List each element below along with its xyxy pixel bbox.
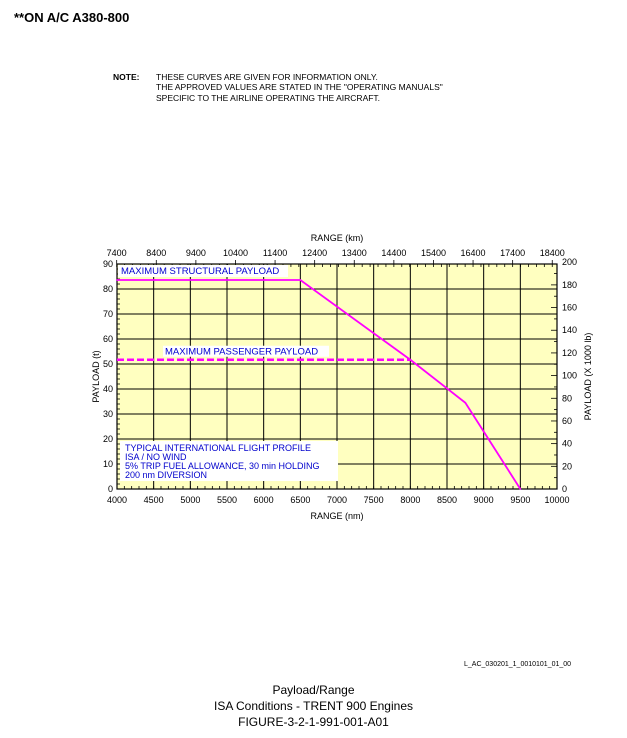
top-tick-label: 7400 [106, 248, 127, 258]
top-tick-label: 8400 [146, 248, 167, 258]
top-tick-label: 10400 [222, 248, 248, 258]
x-tick-label: 5000 [180, 495, 201, 505]
right-tick-label: 0 [562, 484, 568, 494]
data-point [300, 279, 302, 281]
y-tick-label: 80 [102, 284, 113, 294]
right-tick-label: 80 [562, 393, 573, 404]
right-tick-label: 20 [562, 461, 573, 472]
top-tick-label: 11400 [262, 248, 288, 258]
right-tick-label: 120 [562, 347, 578, 358]
page-header-title: **ON A/C A380-800 [14, 10, 130, 25]
x-tick-label: 6000 [253, 495, 274, 505]
top-tick-label: 12400 [302, 248, 328, 258]
x-tick-label: 5500 [216, 495, 238, 505]
right-tick-label: 60 [562, 415, 573, 426]
x-tick-label: 8000 [400, 495, 421, 505]
right-axis-title: PAYLOAD (X 1000 lb) [583, 332, 593, 421]
y-tick-label: 20 [102, 434, 113, 444]
top-tick-label: 18400 [539, 248, 565, 258]
data-point [410, 359, 412, 361]
annotation-line: TYPICAL INTERNATIONAL FLIGHT PROFILE [125, 443, 312, 453]
y-tick-label: 0 [107, 484, 113, 494]
x-tick-label: 7000 [326, 495, 348, 505]
reference-code: L_AC_030201_1_0010101_01_00 [464, 661, 572, 668]
x-tick-label: 9000 [473, 495, 494, 505]
top-tick-label: 13400 [341, 248, 367, 258]
top-tick-label: 16400 [460, 248, 486, 258]
y-tick-label: 50 [102, 359, 113, 369]
y-tick-label: 10 [102, 459, 113, 469]
right-tick-label: 180 [562, 279, 578, 290]
data-point [116, 279, 118, 281]
x-tick-label: 4000 [106, 495, 128, 505]
top-axis-title: RANGE (km) [310, 233, 364, 243]
top-tick-label: 15400 [420, 248, 446, 258]
y-tick-label: 90 [102, 259, 113, 269]
data-point [520, 488, 522, 490]
y-tick-label: 30 [102, 409, 113, 419]
top-tick-label: 9400 [185, 248, 206, 258]
figure-number: FIGURE-3-2-1-991-001-A01 [238, 715, 389, 729]
note-line: THESE CURVES ARE GIVEN FOR INFORMATION ONLY. [156, 72, 378, 82]
caption-subtitle: ISA Conditions - TRENT 900 Engines [214, 699, 413, 713]
right-tick-label: 160 [562, 302, 578, 313]
right-tick-label: 100 [562, 370, 578, 381]
x-tick-label: 7500 [363, 495, 384, 505]
annotation-line: ISA / NO WIND [125, 452, 187, 462]
data-point [465, 402, 467, 404]
annotation-line: 200 nm DIVERSION [125, 470, 208, 480]
top-tick-label: 17400 [500, 248, 526, 258]
y-tick-label: 70 [102, 309, 113, 319]
note-line: THE APPROVED VALUES ARE STATED IN THE "OPERATING MANUALS" [156, 82, 443, 93]
x-tick-label: 4500 [143, 495, 164, 505]
y-tick-label: 60 [102, 334, 113, 344]
right-tick-label: 40 [562, 438, 573, 449]
right-tick-label: 200 [562, 257, 578, 268]
note-line: SPECIFIC TO THE AIRLINE OPERATING THE AIRCRAFT. [156, 92, 381, 103]
x-tick-label: 9500 [510, 495, 531, 505]
structural-payload-label: MAXIMUM STRUCTURAL PAYLOAD [121, 266, 280, 277]
top-tick-label: 14400 [381, 248, 407, 258]
y-axis-title: PAYLOAD (t) [91, 350, 101, 403]
note-label: NOTE: [113, 72, 140, 82]
right-tick-label: 140 [562, 325, 578, 336]
passenger-payload-label: MAXIMUM PASSENGER PAYLOAD [165, 346, 319, 358]
x-tick-label: 10000 [544, 495, 570, 505]
x-tick-label: 6500 [290, 495, 311, 505]
x-tick-label: 8500 [436, 495, 458, 505]
y-tick-label: 40 [102, 384, 113, 394]
annotation-line: 5% TRIP FUEL ALLOWANCE, 30 min HOLDING [125, 461, 320, 471]
caption-title: Payload/Range [272, 683, 355, 697]
x-axis-title: RANGE (nm) [310, 511, 364, 521]
